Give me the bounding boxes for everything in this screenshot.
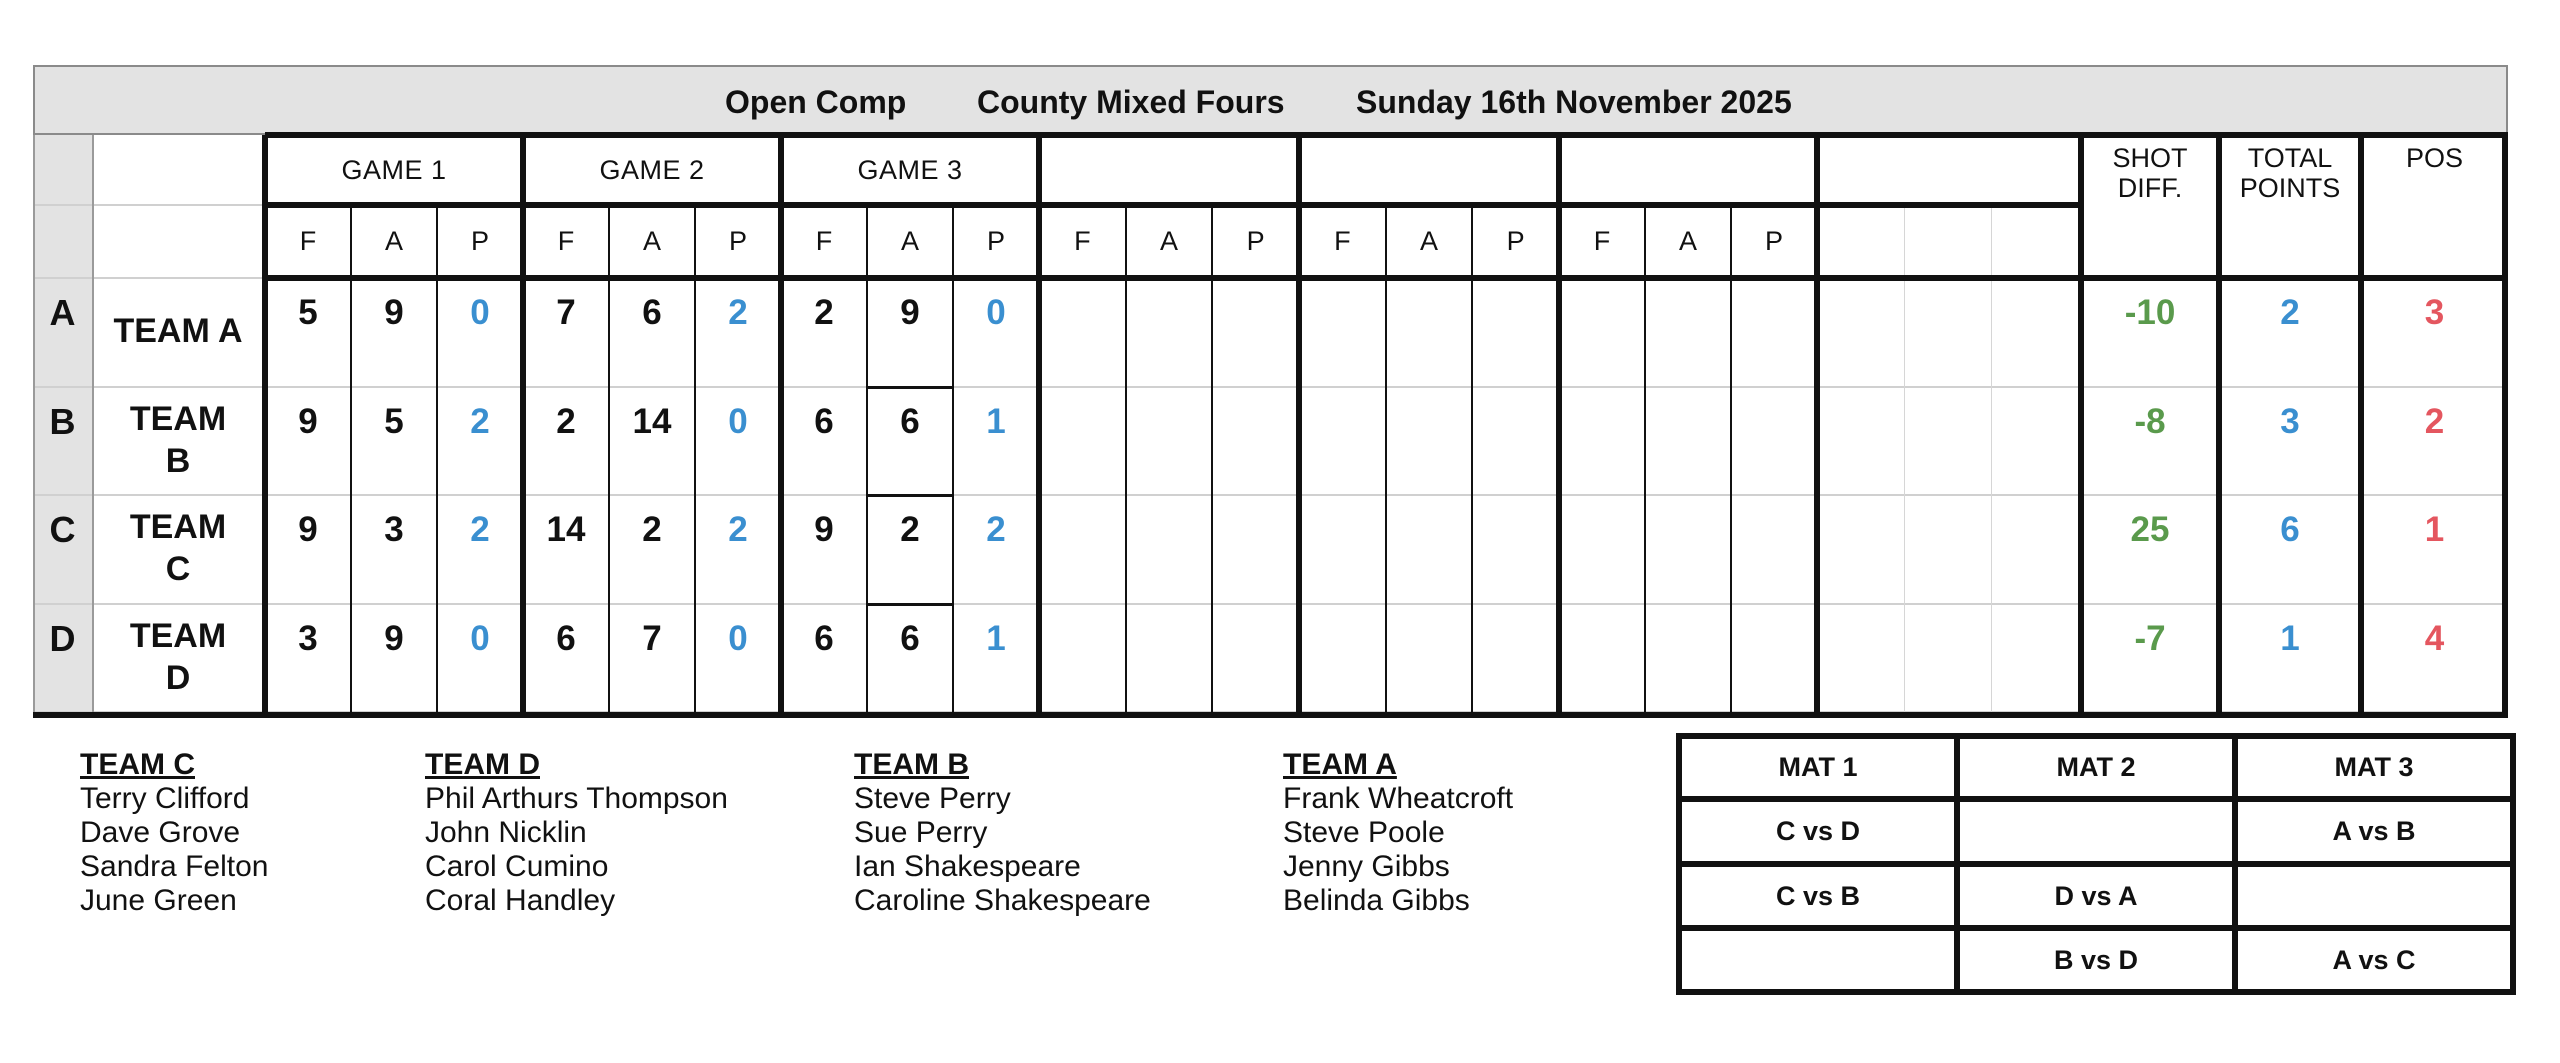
mat-fixture bbox=[1957, 799, 2235, 864]
roster-heading: TEAM B bbox=[854, 748, 969, 781]
position-value: 3 bbox=[2424, 293, 2445, 332]
team-name: TEAM D bbox=[129, 616, 227, 697]
score-against: 6 bbox=[900, 401, 920, 441]
game-header: GAME 1 bbox=[341, 154, 447, 185]
score-against: 2 bbox=[900, 510, 920, 549]
mat-schedule bbox=[1679, 736, 2513, 992]
total-points-value: 3 bbox=[2280, 401, 2300, 441]
roster-player: Sandra Felton bbox=[80, 850, 269, 883]
mat-fixture: A vs B bbox=[2332, 816, 2416, 846]
game-points: 2 bbox=[986, 510, 1006, 549]
roster-heading: TEAM A bbox=[1283, 748, 1397, 781]
row-divider bbox=[33, 204, 265, 206]
mat-header: MAT 3 bbox=[2334, 752, 2414, 782]
game-points: 0 bbox=[470, 618, 490, 658]
sub-header-p: P bbox=[470, 226, 489, 256]
sub-header-f: F bbox=[1074, 226, 1091, 256]
cell-divider bbox=[1211, 205, 1213, 715]
shot-diff-header: SHOT DIFF. bbox=[2112, 143, 2188, 203]
row-letter: C bbox=[49, 509, 76, 550]
sub-header-f: F bbox=[815, 226, 833, 256]
score-against: 9 bbox=[384, 618, 404, 658]
position-value: 4 bbox=[2424, 618, 2445, 658]
roster-player: John Nicklin bbox=[425, 816, 587, 849]
score-for: 2 bbox=[814, 293, 834, 332]
score-for: 6 bbox=[814, 401, 834, 441]
total-points-value: 2 bbox=[2280, 293, 2300, 332]
score-for: 6 bbox=[814, 618, 834, 658]
game-points: 1 bbox=[986, 401, 1006, 441]
score-for: 3 bbox=[298, 618, 318, 658]
position-value: 2 bbox=[2424, 401, 2445, 441]
roster-player: Ian Shakespeare bbox=[854, 850, 1081, 883]
sub-header-p: P bbox=[986, 226, 1005, 256]
sub-header-p: P bbox=[728, 226, 747, 256]
row-letter: B bbox=[49, 400, 76, 442]
score-for: 6 bbox=[556, 618, 576, 658]
game-header bbox=[1299, 135, 1559, 205]
score-for: 7 bbox=[556, 293, 576, 332]
cell-divider bbox=[1904, 205, 1905, 715]
mat-header: MAT 2 bbox=[2056, 752, 2136, 782]
pos-header: POS bbox=[2405, 143, 2464, 173]
comp-name: Open Comp bbox=[725, 84, 907, 120]
score-against: 7 bbox=[642, 618, 662, 658]
roster-player: Caroline Shakespeare bbox=[854, 884, 1151, 917]
roster-team-a bbox=[1283, 748, 1513, 918]
cell-divider bbox=[1385, 205, 1387, 715]
game-points: 1 bbox=[986, 618, 1006, 658]
score-for: 9 bbox=[814, 510, 834, 549]
roster-player: Carol Cumino bbox=[425, 850, 609, 883]
team-name: TEAM C bbox=[129, 508, 227, 588]
game-header bbox=[1559, 135, 1817, 205]
title-band bbox=[33, 65, 2508, 135]
results-grid bbox=[33, 65, 2508, 715]
score-against: 3 bbox=[384, 510, 404, 549]
total-points-value: 1 bbox=[2280, 618, 2300, 658]
roster-player: Jenny Gibbs bbox=[1283, 850, 1450, 883]
row-letter: D bbox=[49, 617, 76, 659]
roster-team-b bbox=[854, 748, 1151, 918]
mat-fixture bbox=[2235, 864, 2513, 928]
roster-player: Steve Poole bbox=[1283, 816, 1445, 849]
sub-header-a: A bbox=[1419, 226, 1438, 256]
shot-diff-value: -7 bbox=[2134, 618, 2166, 658]
roster-player: Terry Clifford bbox=[80, 782, 250, 815]
game-points: 2 bbox=[470, 401, 490, 441]
score-against: 6 bbox=[900, 618, 920, 658]
score-against: 5 bbox=[384, 401, 404, 441]
game-points: 0 bbox=[986, 293, 1006, 332]
mat-fixture: A vs C bbox=[2332, 944, 2416, 975]
score-for: 9 bbox=[298, 401, 318, 441]
mat-fixture: D vs A bbox=[2054, 880, 2138, 911]
roster-player: Phil Arthurs Thompson bbox=[425, 782, 728, 815]
game-points: 2 bbox=[728, 510, 748, 549]
score-against: 9 bbox=[900, 293, 920, 332]
game-points: 0 bbox=[728, 618, 748, 658]
game-points: 2 bbox=[470, 510, 490, 549]
game-header bbox=[1039, 135, 1299, 205]
roster-player: Belinda Gibbs bbox=[1283, 884, 1470, 917]
position-value: 1 bbox=[2424, 510, 2445, 549]
cell-divider bbox=[1730, 205, 1732, 715]
roster-player: Dave Grove bbox=[80, 816, 241, 849]
roster-player: Frank Wheatcroft bbox=[1283, 782, 1514, 815]
roster-player: Coral Handley bbox=[425, 884, 616, 917]
roster-player: Steve Perry bbox=[854, 782, 1011, 815]
roster-player: Sue Perry bbox=[854, 816, 988, 849]
shot-diff-value: -10 bbox=[2124, 293, 2176, 332]
total-points-value: 6 bbox=[2280, 510, 2300, 549]
roster-team-d bbox=[425, 748, 728, 918]
sub-header-a: A bbox=[642, 226, 661, 256]
mat-header: MAT 1 bbox=[1778, 752, 1858, 782]
sub-header-p: P bbox=[1764, 226, 1783, 256]
game-header: GAME 2 bbox=[599, 154, 705, 185]
roster-player: June Green bbox=[80, 884, 237, 917]
mat-fixture: B vs D bbox=[2053, 944, 2139, 975]
game-points: 0 bbox=[728, 401, 748, 441]
row-letter: A bbox=[49, 292, 76, 333]
sub-header-a: A bbox=[900, 226, 919, 256]
grid-bottom bbox=[33, 712, 2508, 718]
game-header: GAME 3 bbox=[857, 154, 963, 185]
score-against: 6 bbox=[642, 293, 662, 332]
game-points: 2 bbox=[728, 293, 748, 332]
cell-divider bbox=[1991, 205, 1992, 715]
sub-header-p: P bbox=[1506, 226, 1525, 256]
sub-header-a: A bbox=[1159, 226, 1178, 256]
score-against: 9 bbox=[384, 293, 404, 332]
roster-team-c bbox=[80, 748, 268, 918]
event-date: Sunday 16th November 2025 bbox=[1356, 84, 1792, 120]
sub-header-a: A bbox=[384, 226, 403, 256]
score-against: 14 bbox=[632, 401, 672, 441]
sub-header-f: F bbox=[557, 226, 575, 256]
mat-fixture: C vs B bbox=[1775, 880, 1861, 911]
score-against: 2 bbox=[642, 510, 662, 549]
score-for: 14 bbox=[546, 510, 586, 549]
sub-header-f: F bbox=[1334, 226, 1351, 256]
sub-header-a: A bbox=[1678, 226, 1697, 256]
cell-divider bbox=[1471, 205, 1473, 715]
shot-diff-value: 25 bbox=[2130, 510, 2170, 549]
total-points-header: TOTAL POINTS bbox=[2239, 143, 2341, 203]
sub-header-f: F bbox=[299, 226, 317, 256]
mat-fixture: C vs D bbox=[1775, 816, 1861, 846]
team-name: TEAM B bbox=[129, 399, 227, 480]
team-name: TEAM A bbox=[113, 312, 243, 350]
score-for: 2 bbox=[556, 401, 576, 441]
event-name: County Mixed Fours bbox=[977, 84, 1285, 120]
roster-heading: TEAM D bbox=[425, 748, 540, 781]
game-points: 0 bbox=[470, 293, 490, 332]
score-for: 5 bbox=[298, 293, 318, 332]
mat-fixture bbox=[1679, 928, 1957, 992]
score-for: 9 bbox=[298, 510, 318, 549]
column-divider bbox=[92, 135, 94, 715]
sub-header-f: F bbox=[1593, 226, 1611, 256]
cell-divider bbox=[1125, 205, 1127, 715]
sub-header-p: P bbox=[1246, 226, 1265, 256]
shot-diff-value: -8 bbox=[2134, 401, 2166, 441]
cell-divider bbox=[1644, 205, 1646, 715]
roster-heading: TEAM C bbox=[80, 748, 195, 781]
